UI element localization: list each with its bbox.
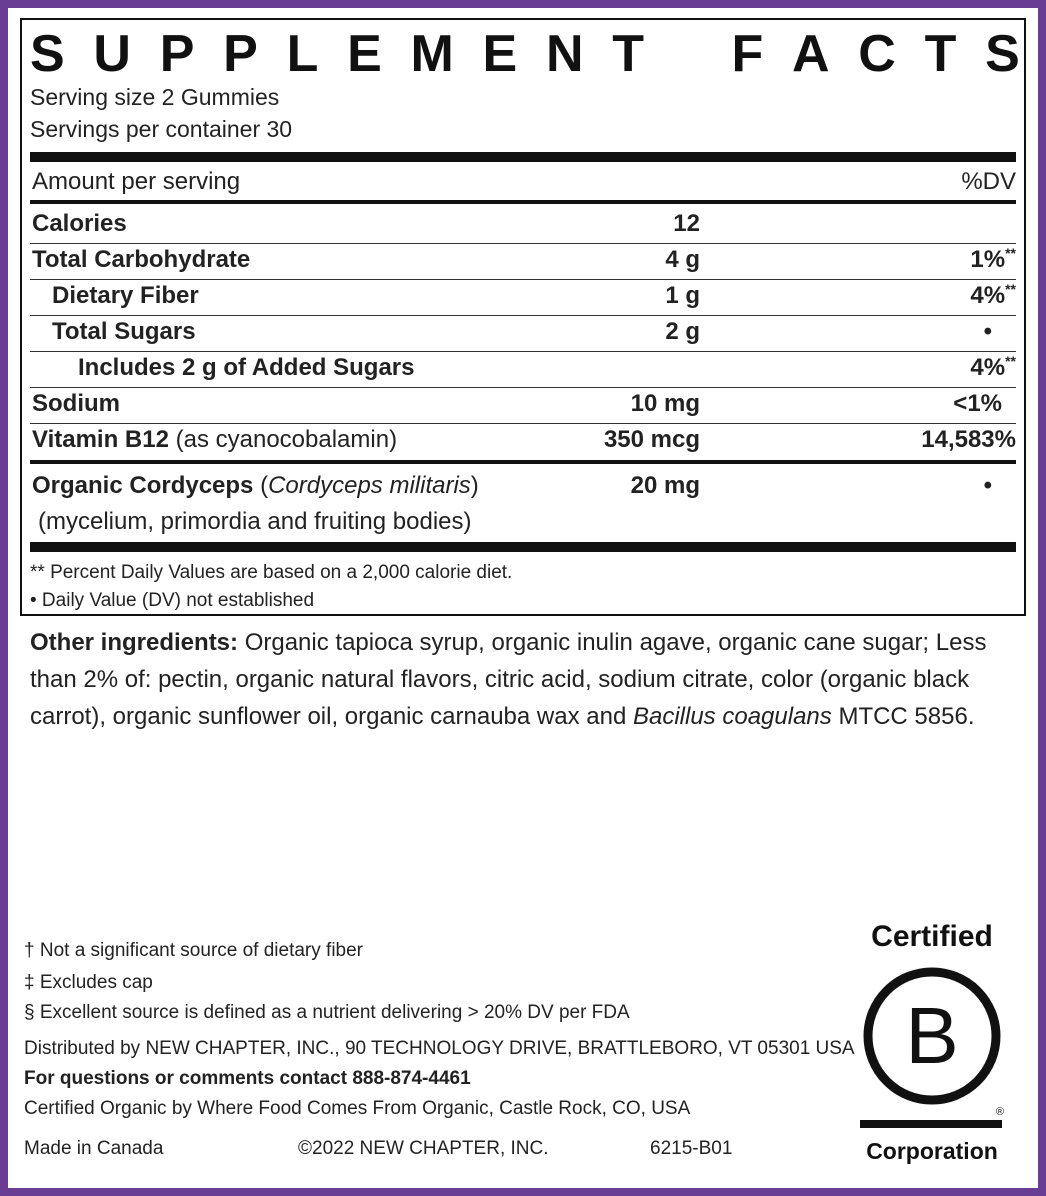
- nutrient-name-detail: (as cyanocobalamin): [168, 426, 398, 453]
- other-ingredients-text: Organic tapioca syrup, organic inulin agave, organic cane sugar; Less than 2% of: pectin, organic natural flavors, citric acid, sodium citrate, color (organic black carrot), organic sunflower oil, organic carnauba wax and: [30, 629, 987, 730]
- footnote-dv: ** Percent Daily Values are based on a 2,000 calorie diet.: [30, 562, 513, 583]
- copyright: ©2022 NEW CHAPTER, INC.: [298, 1138, 549, 1159]
- nutrient-dv: •: [983, 318, 992, 345]
- title-letter: M: [410, 25, 454, 83]
- title-letter: A: [792, 25, 830, 83]
- nutrient-name: [32, 426, 397, 454]
- ingredient-dv: •: [983, 472, 992, 499]
- title-letter: E: [482, 25, 518, 83]
- panel-title: [30, 22, 1020, 86]
- title-letter: L: [286, 25, 319, 83]
- title-letter: S: [30, 25, 65, 83]
- nutrient-dv: 14,583%: [921, 426, 1016, 453]
- b-corp-mark: [856, 960, 1008, 1136]
- thick-divider: [30, 152, 1016, 162]
- nutrient-amount: 350 mcg: [603, 426, 700, 453]
- ingredient-amount: 20 mg: [630, 472, 700, 499]
- title-letter: S: [985, 25, 1020, 83]
- amount-per-serving-label: Amount per serving: [32, 168, 241, 195]
- distributor: Distributed by NEW CHAPTER, INC., 90 TECHNOLOGY DRIVE, BRATTLEBORO, VT 05301 USA: [24, 1038, 855, 1059]
- nutrient-name: Includes 2 g of Added Sugars: [78, 354, 415, 381]
- thick-divider: [30, 542, 1016, 552]
- nutrient-row-total-sugars: [30, 316, 1016, 350]
- nutrient-amount: 10 mg: [630, 390, 700, 417]
- title-letter: C: [858, 25, 896, 83]
- other-ingredients: [30, 624, 1020, 735]
- nutrient-dv: [970, 246, 1016, 274]
- paren-open: (: [253, 472, 269, 499]
- b-corp-certified: Certified: [871, 920, 993, 953]
- medium-divider: [30, 200, 1016, 204]
- nutrient-dv: <1%: [953, 390, 1002, 417]
- nutrient-row-sodium: [30, 388, 1016, 422]
- ingredient-row-cordyceps: [30, 470, 1016, 546]
- dv-footnote-mark: **: [1005, 245, 1016, 261]
- nutrient-row-vitamin-b12: [30, 424, 1016, 458]
- nutrient-amount: 4 g: [665, 246, 700, 273]
- medium-divider: [30, 460, 1016, 464]
- title-letter: T: [924, 25, 957, 83]
- nutrient-name: Total Carbohydrate: [32, 246, 251, 273]
- dv-footnote-mark: **: [1005, 353, 1016, 369]
- b-corp-letter: B: [905, 991, 959, 1080]
- nutrient-amount: 1 g: [665, 282, 700, 309]
- title-gap: [673, 22, 703, 86]
- other-ingredients-label: Other ingredients:: [30, 629, 239, 656]
- ingredient-name: [32, 472, 479, 500]
- footnote-not-established: • Daily Value (DV) not established: [30, 590, 315, 611]
- note-fiber: † Not a significant source of dietary fiber: [24, 940, 364, 961]
- b-corp-registered: ®: [995, 1106, 1004, 1118]
- organic-certifier: Certified Organic by Where Food Comes From Organic, Castle Rock, CO, USA: [24, 1098, 691, 1119]
- b-corp-corporation: Corporation: [866, 1138, 998, 1164]
- note-cap: ‡ Excludes cap: [24, 972, 153, 993]
- dv-value: 1%: [970, 246, 1006, 273]
- title-letter: P: [223, 25, 258, 83]
- title-letter: N: [545, 25, 584, 83]
- other-ingredients-italic: Bacillus coagulans: [632, 703, 832, 730]
- paren-close: ): [470, 472, 479, 499]
- supplement-label: [8, 8, 1038, 1188]
- supplement-facts-panel: [20, 18, 1026, 616]
- dv-value: 4%: [970, 354, 1006, 381]
- servings-per-container: Servings per container 30: [30, 116, 293, 142]
- dv-value: 4%: [970, 282, 1006, 309]
- nutrient-name: Total Sugars: [52, 318, 196, 345]
- nutrient-name-bold: Vitamin B12: [32, 426, 169, 453]
- contact: For questions or comments contact 888-874-4461: [24, 1068, 471, 1089]
- nutrient-name: Dietary Fiber: [52, 282, 199, 309]
- nutrient-name: Calories: [32, 210, 127, 237]
- latin-name: Cordyceps militaris: [268, 472, 471, 499]
- serving-size: Serving size 2 Gummies: [30, 84, 280, 110]
- other-ingredients-end: MTCC 5856.: [831, 703, 975, 730]
- title-letter: F: [731, 25, 764, 83]
- ingredient-subtext: (mycelium, primordia and fruiting bodies): [38, 508, 472, 535]
- note-excellent-source: § Excellent source is defined as a nutrient delivering > 20% DV per FDA: [24, 1002, 630, 1023]
- header-row: [30, 166, 1016, 200]
- title-letter: T: [612, 25, 645, 83]
- b-corp-bar: [860, 1120, 1002, 1128]
- nutrient-dv: [970, 282, 1016, 310]
- nutrient-row-total-carbohydrate: [30, 244, 1016, 278]
- title-letter: E: [347, 25, 382, 83]
- nutrient-amount: 2 g: [665, 318, 700, 345]
- nutrient-row-added-sugars: [30, 352, 1016, 386]
- made-in: Made in Canada: [24, 1138, 164, 1159]
- title-letter: P: [159, 25, 195, 83]
- dv-footnote-mark: **: [1005, 281, 1016, 297]
- nutrient-name: Sodium: [32, 390, 120, 417]
- nutrient-amount: 12: [673, 210, 700, 237]
- nutrient-row-dietary-fiber: [30, 280, 1016, 314]
- ingredient-name-bold: Organic Cordyceps: [32, 472, 254, 499]
- dv-header: %DV: [961, 168, 1016, 195]
- b-corp-logo: [856, 920, 1008, 1170]
- title-letter: U: [93, 25, 131, 83]
- product-code: 6215-B01: [650, 1138, 733, 1159]
- nutrient-row-calories: [30, 208, 1016, 242]
- nutrient-dv: [970, 354, 1016, 382]
